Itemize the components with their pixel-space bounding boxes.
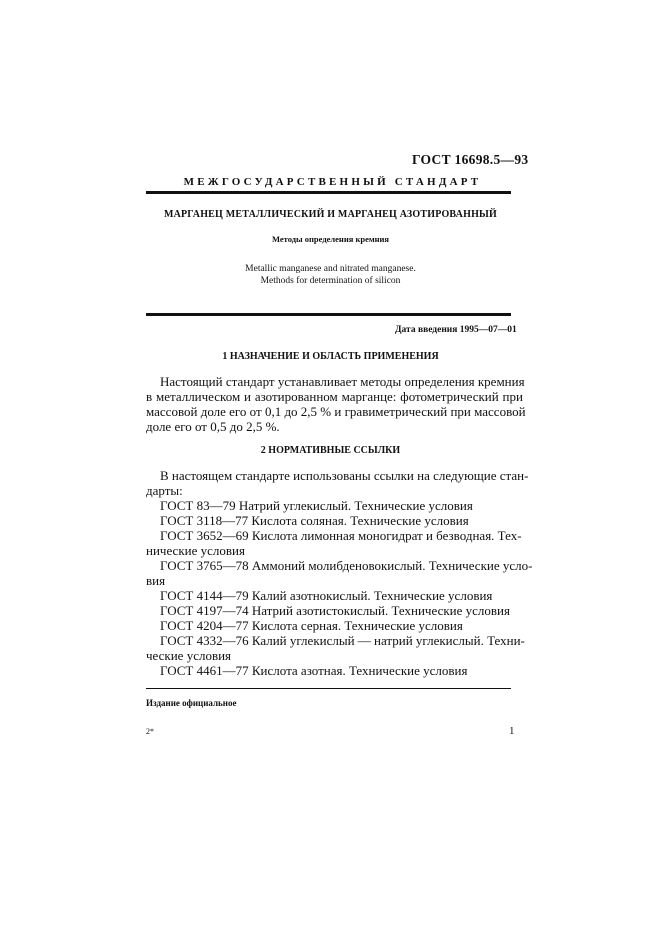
reference-item: ГОСТ 4144—79 Калий азотнокислый. Технические условия xyxy=(160,588,493,603)
section-1-line: в металлическом и азотированном марганце: фотометрический при xyxy=(146,389,523,404)
reference-item: ГОСТ 3118—77 Кислота соляная. Технические условия xyxy=(160,513,469,528)
official-edition-label: Издание официальное xyxy=(146,698,237,708)
reference-item-continuation: нические условия xyxy=(146,543,245,558)
reference-item: ГОСТ 3765—78 Аммоний молибденовокислый. Технические усло- xyxy=(160,558,533,573)
reference-item: ГОСТ 4197—74 Натрий азотистокислый. Технические условия xyxy=(160,603,510,618)
reference-item: ГОСТ 4461—77 Кислота азотная. Технические условия xyxy=(160,663,468,678)
reference-item-continuation: вия xyxy=(146,573,166,588)
english-title-line-2: Methods for determination of silicon xyxy=(260,276,401,286)
footer-mark: 2* xyxy=(146,727,154,736)
reference-item: ГОСТ 3652—69 Кислота лимонная моногидрат и безводная. Тех- xyxy=(160,528,522,543)
section-2-line: В настоящем стандарте использованы ссылки на следующие стан- xyxy=(160,468,529,483)
footer-rule xyxy=(146,688,511,689)
interstate-standard-label: МЕЖГОСУДАРСТВЕННЫЙ СТАНДАРТ xyxy=(183,176,482,188)
section-2-line: дарты: xyxy=(146,483,183,498)
reference-item: ГОСТ 4204—77 Кислота серная. Технические условия xyxy=(160,618,463,633)
document-subtitle: Методы определения кремния xyxy=(271,234,390,244)
reference-item: ГОСТ 4332—76 Калий углекислый — натрий углекислый. Техни- xyxy=(160,633,525,648)
reference-item-continuation: ческие условия xyxy=(146,648,232,663)
english-title-line-1: Metallic manganese and nitrated manganese. xyxy=(245,264,416,274)
header-rule xyxy=(146,191,511,194)
section-1-line: доле его от 0,5 до 2,5 %. xyxy=(146,419,280,434)
document-title: МАРГАНЕЦ МЕТАЛЛИЧЕСКИЙ И МАРГАНЕЦ АЗОТИРОВАННЫЙ xyxy=(163,209,498,220)
title-rule xyxy=(146,313,511,316)
section-1-line: массовой доле его от 0,1 до 2,5 % и гравиметрический при массовой xyxy=(146,404,526,419)
reference-item: ГОСТ 83—79 Натрий углекислый. Технические условия xyxy=(160,498,473,513)
section-1-line: Настоящий стандарт устанавливает методы определения кремния xyxy=(160,374,525,389)
section-1-heading: 1 НАЗНАЧЕНИЕ И ОБЛАСТЬ ПРИМЕНЕНИЯ xyxy=(222,351,439,362)
introduction-date: Дата введения 1995—07—01 xyxy=(395,325,517,335)
gost-number: ГОСТ 16698.5—93 xyxy=(412,152,529,167)
page-number: 1 xyxy=(509,725,515,737)
section-2-heading: 2 НОРМАТИВНЫЕ ССЫЛКИ xyxy=(260,445,401,456)
